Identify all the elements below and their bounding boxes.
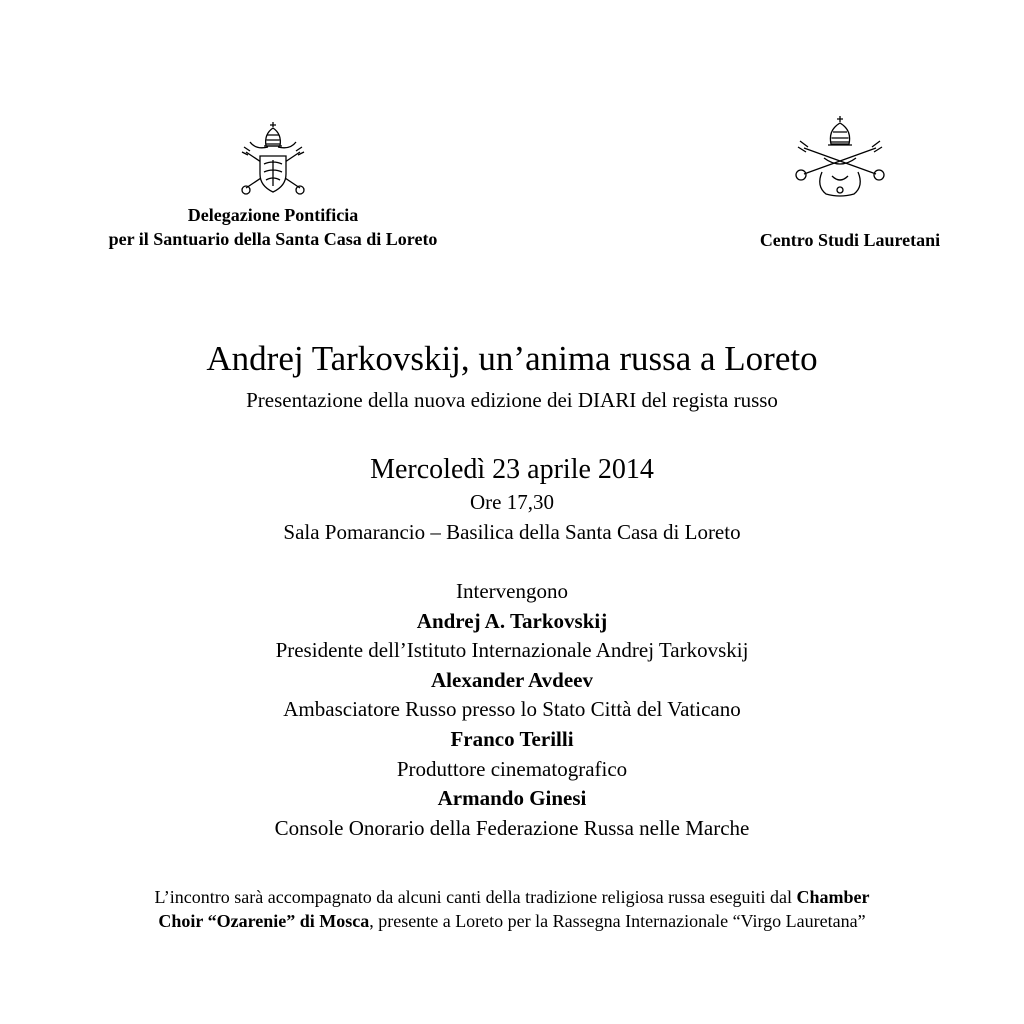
left-organization: [60, 203, 486, 251]
footer-note: [70, 885, 954, 933]
left-organization-line1: Delegazione Pontificia: [187, 205, 359, 225]
speakers-intro: Intervengono: [456, 579, 568, 603]
event-date: Mercoledì 23 aprile 2014: [370, 454, 654, 485]
footer-choir-bold1: Chamber: [796, 887, 870, 907]
speaker-role: Ambasciatore Russo presso lo Stato Città del Vaticano: [283, 697, 741, 722]
speaker-name: Armando Ginesi: [437, 786, 587, 811]
footer-text-part2: , presente a Loreto per la Rassegna Internazionale “Virgo Lauretana”: [369, 911, 866, 931]
footer-choir-bold2: Choir “Ozarenie” di Mosca: [158, 911, 370, 931]
papal-coat-of-arms-icon: [238, 120, 308, 200]
speakers-list: [0, 577, 1024, 843]
event-subtitle: Presentazione della nuova edizione dei DIARI del regista russo: [246, 388, 778, 412]
right-organization: Centro Studi Lauretani: [759, 230, 941, 250]
speaker-role: Presidente dell’Istituto Internazionale Andrej Tarkovskij: [275, 638, 749, 663]
left-organization-line2: per il Santuario della Santa Casa di Loreto: [108, 229, 438, 249]
event-venue: Sala Pomarancio – Basilica della Santa Casa di Loreto: [283, 520, 741, 544]
speaker-name: Franco Terilli: [450, 726, 574, 751]
event-title: Andrej Tarkovskij, un’anima russa a Loreto: [206, 339, 818, 378]
speaker-name: Andrej A. Tarkovskij: [416, 608, 608, 633]
footer-text-part1: L’incontro sarà accompagnato da alcuni canti della tradizione religiosa russa eseguiti dal: [154, 887, 797, 907]
speaker-name: Alexander Avdeev: [431, 667, 593, 692]
crossed-keys-tiara-icon: [794, 114, 886, 200]
speaker-role: Console Onorario della Federazione Russa nelle Marche: [274, 815, 750, 840]
speaker-role: Produttore cinematografico: [396, 756, 628, 781]
event-time: Ore 17,30: [470, 490, 554, 514]
